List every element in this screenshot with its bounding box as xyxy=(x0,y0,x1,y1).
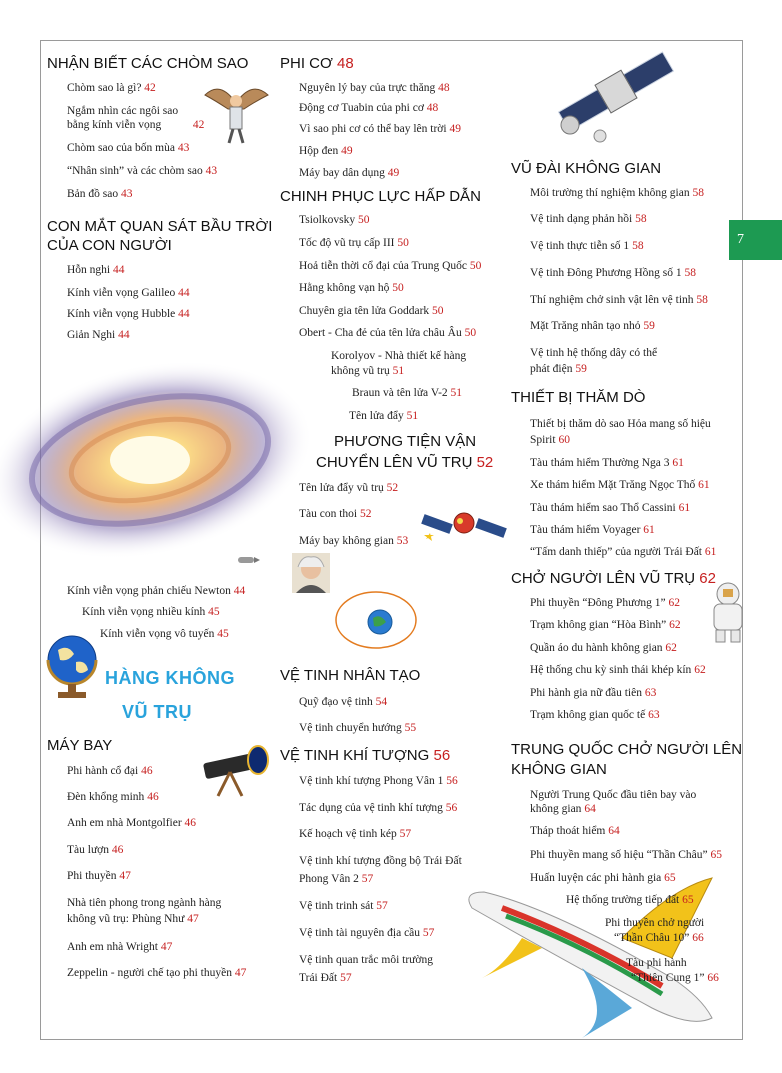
toc-entry[interactable]: Korolyov - Nhà thiết kế hàng xyxy=(331,350,467,362)
toc-entry[interactable]: Phi hành gia nữ đầu tiên 63 xyxy=(530,687,657,699)
section-title-gravity: CHINH PHỤC LỰC HẤP DẪN xyxy=(280,188,481,205)
toc-entry[interactable]: Huấn luyện các phi hành gia 65 xyxy=(530,872,676,884)
toc-entry[interactable]: Hệ thống chu kỳ sinh thái khép kín 62 xyxy=(530,664,706,676)
toc-entry[interactable]: Vệ tinh khí tượng Phong Vân 1 56 xyxy=(299,775,458,787)
toc-entry[interactable]: Nhà tiên phong trong ngành hàng xyxy=(67,897,222,909)
section-title-launch-vehicles: PHƯƠNG TIỆN VẬN xyxy=(334,433,477,450)
satellite-illustration xyxy=(548,40,688,150)
toc-entry[interactable]: Chòm sao của bốn mùa 43 xyxy=(67,142,190,154)
toc-entry[interactable]: Vì sao phi cơ có thể bay lên trời 49 xyxy=(299,123,461,135)
section-title-launch-vehicles-line2: CHUYỂN LÊN VŨ TRỤ 52 xyxy=(316,454,494,471)
toc-entry[interactable]: Tên lửa đẩy vũ trụ 52 xyxy=(299,482,399,494)
toc-entry[interactable]: Hỗn nghi 44 xyxy=(67,264,125,276)
toc-entry[interactable]: Vệ tinh trinh sát 57 xyxy=(299,900,388,912)
toc-entry[interactable]: Người Trung Quốc đầu tiên bay vào xyxy=(530,789,697,801)
toc-entry[interactable]: Quần áo du hành không gian 62 xyxy=(530,642,677,654)
toc-entry[interactable]: Anh em nhà Montgolfier 46 xyxy=(67,817,197,829)
orbit-illustration xyxy=(318,588,418,652)
toc-entry[interactable]: Máy bay dân dụng 49 xyxy=(299,167,400,179)
toc-entry[interactable]: Kính viễn vọng vô tuyến 45 xyxy=(100,628,229,640)
section-title-constellations: NHẬN BIẾT CÁC CHÒM SAO xyxy=(47,55,249,72)
toc-entry[interactable]: Hệ thống trường tiếp đất 65 xyxy=(566,894,694,906)
toc-entry[interactable]: Tốc độ vũ trụ cấp III 50 xyxy=(299,237,409,249)
toc-entry[interactable]: “Thần Châu 10” 66 xyxy=(614,932,704,944)
toc-entry[interactable]: Vệ tinh chuyển hướng 55 xyxy=(299,722,417,734)
toc-entry[interactable]: Tàu phi hành xyxy=(626,957,687,969)
toc-entry[interactable]: Trạm không gian “Hòa Bình” 62 xyxy=(530,619,681,631)
toc-entry[interactable]: Vệ tinh quan trắc môi trường xyxy=(299,954,433,966)
toc-entry[interactable]: Obert - Cha đẻ của tên lửa châu Âu 50 xyxy=(299,327,477,339)
section-title-china-crewed-line2: KHÔNG GIAN xyxy=(511,761,607,778)
toc-entry[interactable]: Vệ tinh hệ thống dây có thể xyxy=(530,347,658,359)
toc-entry[interactable]: Hằng không vạn hộ 50 xyxy=(299,282,404,294)
toc-entry[interactable]: Thiết bị thăm dò sao Hỏa mang số hiệu xyxy=(530,418,711,430)
toc-entry[interactable]: Quỹ đạo vệ tinh 54 xyxy=(299,696,388,708)
toc-entry[interactable]: Spirit 60 xyxy=(530,434,570,446)
page-number: 7 xyxy=(737,232,744,247)
toc-entry[interactable]: “Tấm danh thiếp” của người Trái Đất 61 xyxy=(530,546,717,558)
toc-entry[interactable]: Phi thuyền mang số hiệu “Thần Châu” 65 xyxy=(530,849,722,861)
section-title-airplanes: MÁY BAY xyxy=(47,737,113,754)
toc-entry[interactable]: Đèn khổng minh 46 xyxy=(67,791,159,803)
galaxy-illustration xyxy=(0,340,320,580)
toc-entry[interactable]: Ngắm nhìn các ngôi sao xyxy=(67,105,179,117)
toc-entry[interactable]: Tàu lượn 46 xyxy=(67,844,124,856)
toc-entry[interactable]: Kính viễn vọng phản chiếu Newton 44 xyxy=(67,585,246,597)
toc-entry[interactable]: Phi thuyền 47 xyxy=(67,870,131,882)
toc-entry[interactable]: Phi hành cổ đại 46 xyxy=(67,765,153,777)
small-rocket-illustration xyxy=(236,553,260,567)
toc-entry[interactable]: Tsiolkovsky 50 xyxy=(299,214,370,226)
toc-entry[interactable]: Trạm không gian quốc tế 63 xyxy=(530,709,660,721)
toc-entry[interactable]: Braun và tên lửa V-2 51 xyxy=(352,387,463,399)
toc-entry[interactable]: Tàu thám hiểm Thường Nga 3 61 xyxy=(530,457,684,469)
toc-entry[interactable]: Vệ tinh dạng phản hồi 58 xyxy=(530,213,647,225)
toc-entry[interactable]: Xe thám hiểm Mặt Trăng Ngọc Thố 61 xyxy=(530,479,710,491)
chapter-title-line2: VŨ TRỤ xyxy=(122,702,192,722)
toc-entry[interactable]: phát điện 59 xyxy=(530,363,587,375)
toc-entry[interactable]: Kính viễn vọng nhiều kính 45 xyxy=(82,606,220,618)
section-title-china-crewed: TRUNG QUỐC CHỞ NGƯỜI LÊN xyxy=(511,741,743,758)
section-title-telescopes: CON MẮT QUAN SÁT BẦU TRỜI xyxy=(47,218,273,235)
section-title-space-arena: VŨ ĐÀI KHÔNG GIAN xyxy=(511,160,662,177)
section-title-weather-satellites: VỆ TINH KHÍ TƯỢNG 56 xyxy=(280,747,451,764)
toc-entry[interactable]: Mặt Trăng nhân tạo nhỏ 59 xyxy=(530,320,655,332)
toc-entry[interactable]: Phi thuyền chở người xyxy=(605,917,705,929)
toc-entry[interactable]: “Nhân sinh” và các chòm sao 43 xyxy=(67,165,218,177)
section-title-aircraft: PHI CƠ 48 xyxy=(280,55,354,72)
space-probe-illustration xyxy=(418,505,510,547)
toc-entry[interactable]: Kính viễn vọng Hubble 44 xyxy=(67,308,190,320)
toc-entry[interactable]: Tên lửa đẩy 51 xyxy=(349,410,419,422)
chapter-title: HÀNG KHÔNG xyxy=(105,668,235,688)
winged-man-illustration xyxy=(200,75,272,147)
toc-entry[interactable]: Nguyên lý bay của trực thăng 48 xyxy=(299,82,450,94)
toc-entry[interactable]: “Thiên Cung 1” 66 xyxy=(631,972,719,984)
toc-entry[interactable]: Tháp thoát hiểm 64 xyxy=(530,825,620,837)
toc-entry[interactable]: bằng kính viễn vọng 42 xyxy=(67,119,205,131)
toc-entry[interactable]: Kế hoạch vệ tinh kép 57 xyxy=(299,828,412,840)
globe-illustration xyxy=(44,632,102,702)
section-title-artificial-satellites: VỆ TINH NHÂN TẠO xyxy=(280,667,421,684)
toc-entry[interactable]: Anh em nhà Wright 47 xyxy=(67,941,173,953)
toc-entry[interactable]: Bản đồ sao 43 xyxy=(67,188,133,200)
astronaut-illustration xyxy=(700,580,756,644)
toc-entry[interactable]: Máy bay không gian 53 xyxy=(299,535,409,547)
toc-entry[interactable]: Hoả tiễn thời cổ đại của Trung Quốc 50 xyxy=(299,260,482,272)
telescope-illustration xyxy=(200,738,272,798)
page-number-tab xyxy=(729,220,782,260)
toc-entry[interactable]: không vũ trụ 51 xyxy=(331,365,405,377)
toc-entry[interactable]: không gian 64 xyxy=(530,803,596,815)
toc-entry[interactable]: Tàu thám hiểm sao Thổ Cassini 61 xyxy=(530,502,691,514)
toc-entry[interactable]: Vệ tinh tài nguyên địa cầu 57 xyxy=(299,927,435,939)
toc-entry[interactable]: Môi trường thí nghiệm không gian 58 xyxy=(530,187,704,199)
toc-entry[interactable]: Tàu thám hiểm Voyager 61 xyxy=(530,524,655,536)
toc-entry[interactable]: Phi thuyền “Đông Phương 1” 62 xyxy=(530,597,680,609)
toc-entry[interactable]: không vũ trụ: Phùng Như 47 xyxy=(67,913,199,925)
section-title-telescopes-line2: CỦA CON NGƯỜI xyxy=(47,237,172,254)
astronomer-portrait xyxy=(292,553,330,593)
toc-entry[interactable]: Thí nghiệm chở sinh vật lên vệ tinh 58 xyxy=(530,294,708,306)
toc-entry[interactable]: Kính viễn vọng Galileo 44 xyxy=(67,287,190,299)
toc-entry[interactable]: Hộp đen 49 xyxy=(299,145,353,157)
toc-entry[interactable]: Zeppelin - người chế tạo phi thuyền 47 xyxy=(67,967,247,979)
toc-entry[interactable]: Chuyên gia tên lửa Goddark 50 xyxy=(299,305,444,317)
toc-entry[interactable]: Vệ tinh khí tượng đồng bộ Trái Đất xyxy=(299,855,462,867)
toc-entry[interactable]: Phong Vân 2 57 xyxy=(299,873,374,885)
toc-entry[interactable]: Động cơ Tuabin của phi cơ 48 xyxy=(299,102,439,114)
toc-entry[interactable]: Vệ tinh thực tiễn số 1 58 xyxy=(530,240,644,252)
section-title-crewed-flight: CHỞ NGƯỜI LÊN VŨ TRỤ 62 xyxy=(511,570,716,587)
toc-entry[interactable]: Vệ tinh Đông Phương Hồng số 1 58 xyxy=(530,267,696,279)
toc-entry[interactable]: Chòm sao là gì? 42 xyxy=(67,82,156,94)
toc-entry[interactable]: Trái Đất 57 xyxy=(299,972,352,984)
toc-entry[interactable]: Tác dụng của vệ tinh khí tượng 56 xyxy=(299,802,458,814)
toc-entry[interactable]: Tàu con thoi 52 xyxy=(299,508,372,520)
toc-entry[interactable]: Giản Nghi 44 xyxy=(67,329,130,341)
section-title-probes: THIẾT BỊ THĂM DÒ xyxy=(511,389,646,406)
